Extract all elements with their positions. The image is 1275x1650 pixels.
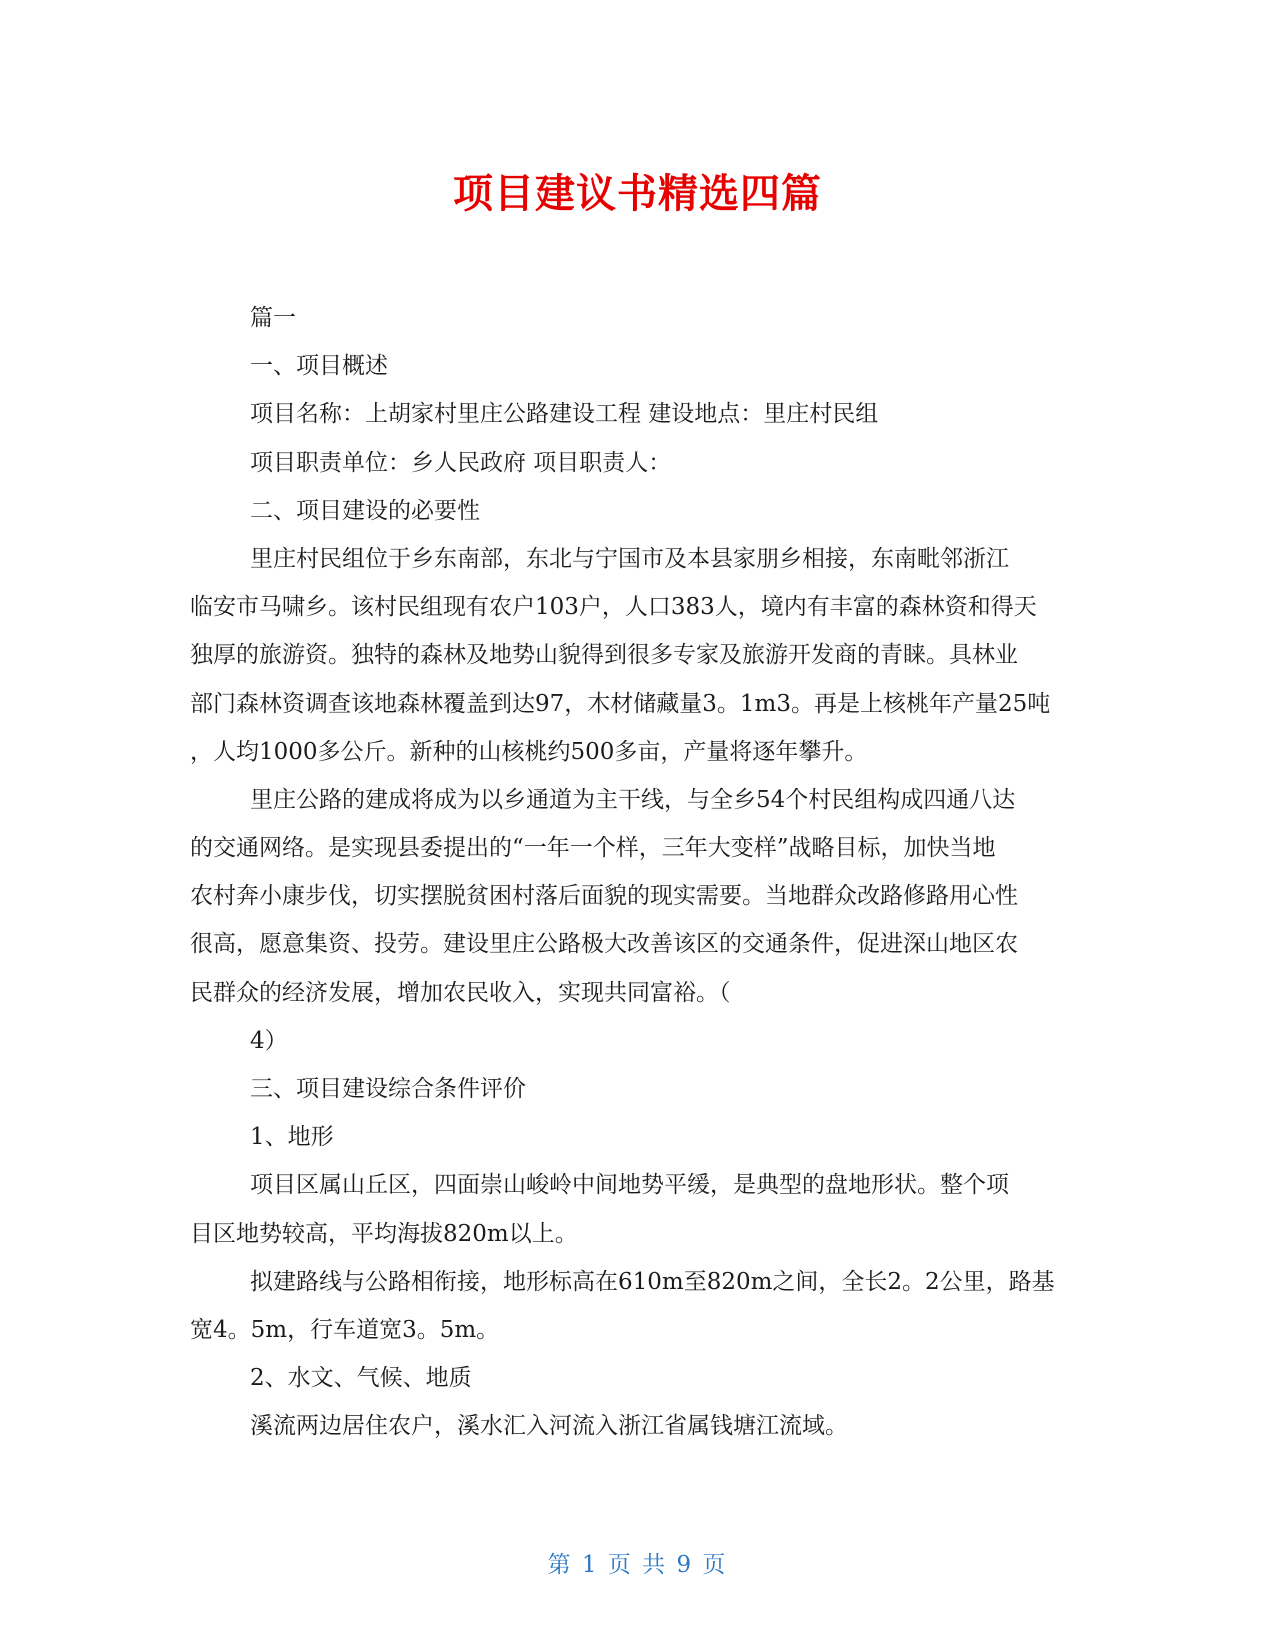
- body-line: 1、地形: [250, 1124, 334, 1151]
- body-line: 2、水文、气候、地质: [250, 1365, 472, 1392]
- body-line: 4）: [250, 1027, 288, 1054]
- document-body: [190, 294, 1090, 1451]
- body-line: 宽4。5m，行车道宽3。5m。: [190, 1316, 500, 1343]
- body-line: 一、项目概述: [250, 353, 388, 380]
- body-line: 目区地势较高，平均海拔820m以上。: [190, 1220, 578, 1247]
- body-line: 三、项目建设综合条件评价: [250, 1076, 526, 1102]
- body-line: 项目区属山丘区，四面崇山峻岭中间地势平缓，是典型的盘地形状。整个项: [250, 1172, 1009, 1199]
- body-line: 项目名称：上胡家村里庄公路建设工程 建设地点：里庄村民组: [250, 401, 879, 428]
- body-line: 篇一: [250, 305, 296, 331]
- body-line: ，人均1000多公斤。新种的山核桃约500多亩，产量将逐年攀升。: [190, 738, 868, 765]
- body-line: 的交通网络。是实现县委提出的“一年一个样，三年大变样”战略目标，加快当地: [190, 835, 996, 862]
- body-line: 二、项目建设的必要性: [250, 497, 480, 524]
- body-line: 里庄公路的建成将成为以乡通道为主干线，与全乡54个村民组构成四通八达: [250, 786, 1016, 813]
- body-line: 拟建路线与公路相衔接，地形标高在610m至820m之间，全长2。2公里，路基: [250, 1268, 1055, 1295]
- body-line: 临安市马啸乡。该村民组现有农户103户，人口383人，境内有丰富的森林资和得天: [190, 594, 1037, 621]
- body-line: 部门森林资调查该地森林覆盖到达97，木材储藏量3。1m3。再是上核桃年产量25吨: [190, 690, 1051, 717]
- document-title: 项目建议书精选四篇: [453, 171, 822, 217]
- body-line: 里庄村民组位于乡东南部，东北与宁国市及本县家朋乡相接，东南毗邻浙江: [250, 545, 1009, 572]
- body-line: 民群众的经济发展，增加农民收入，实现共同富裕。（: [190, 979, 731, 1006]
- body-line: 独厚的旅游资。独特的森林及地势山貌得到很多专家及旅游开发商的青睐。具林业: [190, 642, 1018, 669]
- body-line: 农村奔小康步伐，切实摆脱贫困村落后面貌的现实需要。当地群众改路修路用心性: [190, 883, 1018, 910]
- body-line: 很高，愿意集资、投劳。建设里庄公路极大改善该区的交通条件，促进深山地区农: [190, 931, 1018, 958]
- page-footer: 第 1 页 共 9 页: [547, 1552, 728, 1578]
- body-line: 溪流两边居住农户，溪水汇入河流入浙江省属钱塘江流域。: [250, 1413, 848, 1440]
- body-line: 项目职责单位：乡人民政府 项目职责人：: [250, 449, 672, 476]
